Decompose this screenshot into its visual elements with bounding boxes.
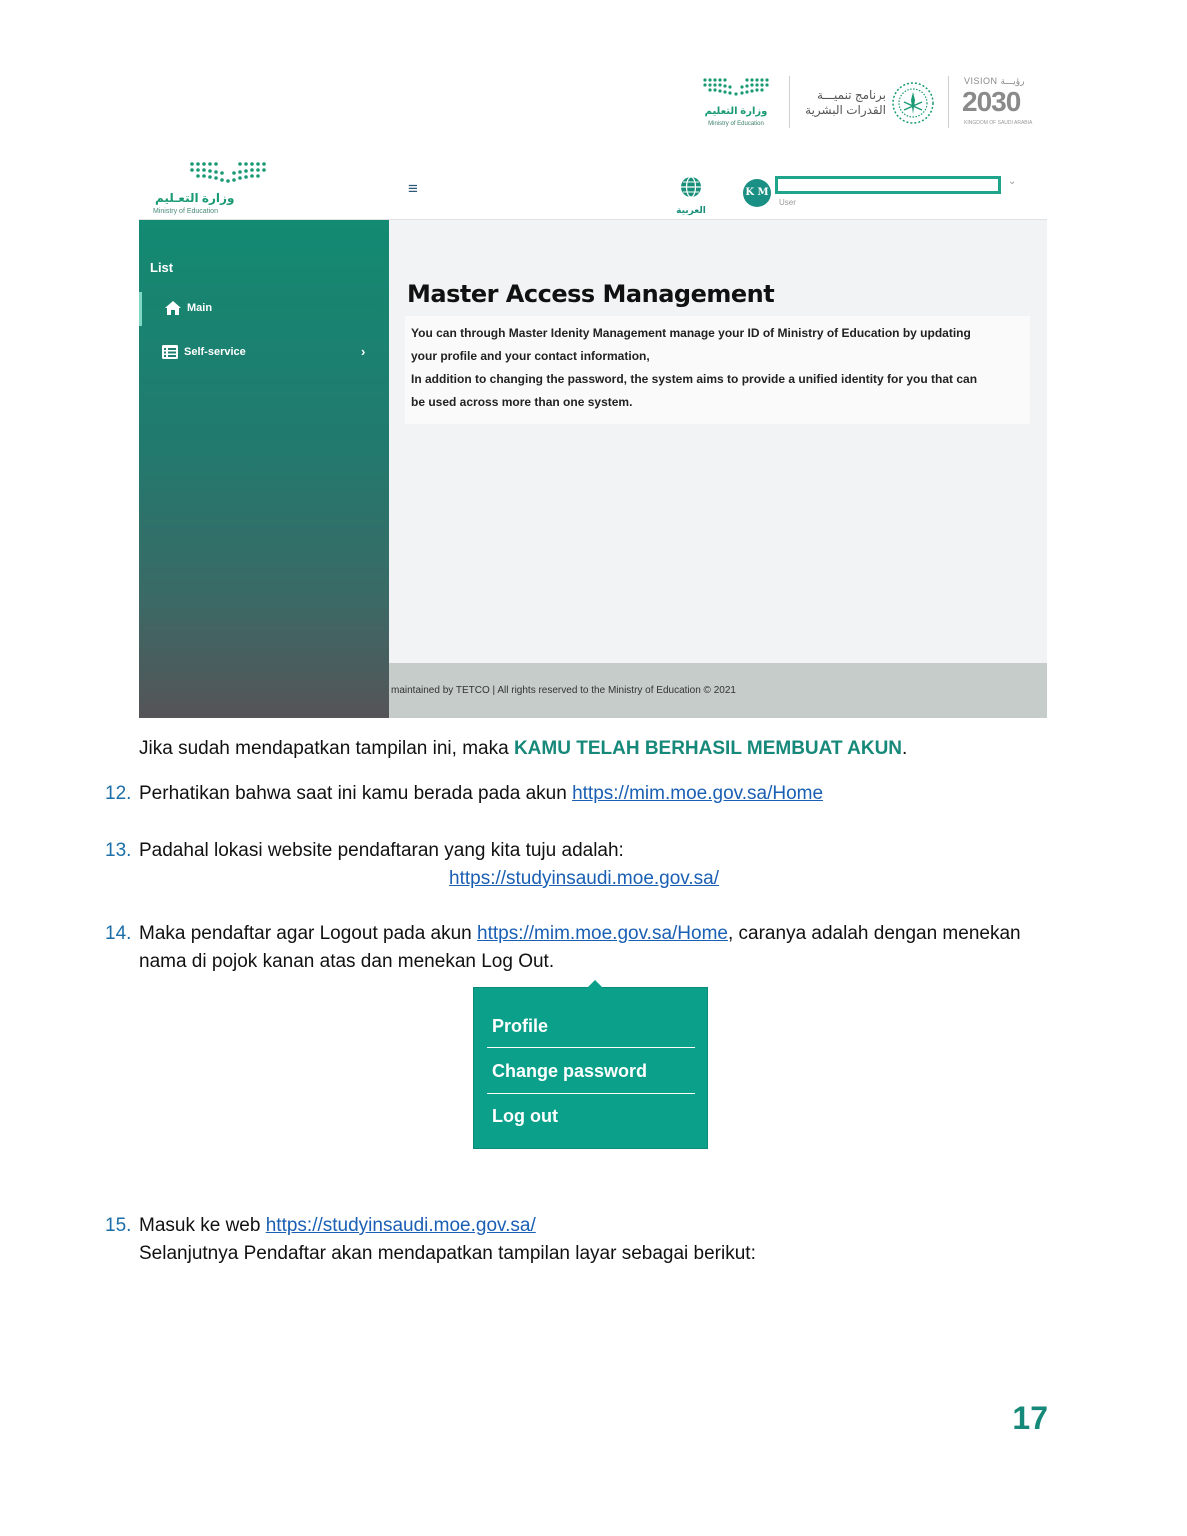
moe-dots-icon (702, 76, 770, 98)
hamburger-menu-icon[interactable]: ≡ (408, 179, 418, 198)
footer-text: maintained by TETCO | All rights reserved to the Ministry of Education © 2021 (391, 685, 736, 696)
mim-home-link[interactable]: https://mim.moe.gov.sa/Home (572, 783, 824, 804)
item-line (139, 920, 1054, 948)
item-line (139, 1212, 756, 1240)
header-logos (700, 72, 1045, 132)
portal-header (139, 152, 1047, 220)
list-item-13-link-line (449, 865, 719, 893)
main-content (389, 220, 1047, 663)
item-line: nama di pojok kanan atas dan menekan Log Out. (139, 951, 555, 972)
item-line: Selanjutnya Pendaftar akan mendapatkan tampilan layar sebagai berikut: (139, 1243, 756, 1264)
description-line: be used across more than one system. (411, 395, 633, 409)
user-dropdown-menu (473, 987, 708, 1149)
page-number: 17 (1012, 1400, 1048, 1436)
sidebar-item-label: Self-service (184, 346, 246, 358)
list-number: 15. (105, 1215, 132, 1236)
success-highlight: KAMU TELAH BERHASIL MEMBUAT AKUN (513, 738, 903, 759)
hcdp-text (800, 88, 886, 118)
item-text: Maka pendaftar agar Logout pada akun (139, 923, 478, 944)
hcdp-line-1: برنامج تنميـــة (817, 88, 886, 102)
dropdown-divider (487, 1047, 695, 1048)
portal-logo-arabic: وزارة التعـليم (155, 191, 235, 205)
portal-logo-english: Ministry of Education (153, 208, 218, 215)
dropdown-log-out[interactable]: Log out (492, 1106, 558, 1126)
sidebar-item-main[interactable] (139, 292, 389, 326)
sidebar-item-label: Main (187, 302, 213, 314)
logo-divider (948, 76, 949, 128)
chevron-right-icon: › (361, 344, 366, 359)
list-item-15 (139, 1212, 756, 1268)
dropdown-caret (587, 980, 603, 988)
sidebar-title: List (150, 260, 174, 275)
description-line: You can through Master Idenity Management manage your ID of Ministry of Education by updating (411, 326, 971, 340)
list-item-12 (139, 780, 823, 808)
dropdown-profile[interactable]: Profile (492, 1016, 549, 1036)
list-item-14 (139, 920, 1054, 976)
user-role: User (779, 198, 796, 207)
sidebar-item-self-service[interactable] (139, 336, 389, 370)
sidebar (139, 220, 389, 718)
ministry-of-education-logo (700, 72, 775, 130)
description-line: your profile and your contact information, (411, 349, 650, 363)
studyinsaudi-link[interactable]: https://studyinsaudi.moe.gov.sa/ (449, 868, 720, 889)
hcdp-logo (800, 80, 940, 128)
logo-divider (789, 76, 790, 128)
success-suffix: . (902, 738, 908, 759)
list-number: 12. (105, 783, 132, 804)
portal-moe-logo[interactable] (151, 158, 271, 218)
portal-screenshot (139, 152, 1047, 718)
item-text: Perhatikan bahwa saat ini kamu berada pada akun (139, 783, 573, 804)
language-switch[interactable] (673, 176, 709, 216)
dropdown-change-password[interactable]: Change password (492, 1061, 648, 1081)
portal-footer (389, 663, 1047, 718)
description-text (411, 322, 1031, 414)
item-text: Padahal lokasi website pendaftaran yang kita tuju adalah: (139, 840, 624, 861)
moe-dots-icon (189, 160, 267, 186)
item-text: , caranya adalah dengan menekan (727, 923, 1021, 944)
language-label: العربية (676, 205, 706, 215)
page-title: Master Access Management (407, 280, 775, 308)
vision-subtitle: KINGDOM OF SAUDI ARABIA (964, 120, 1033, 126)
success-paragraph (139, 735, 907, 763)
moe-english-name: Ministry of Education (708, 121, 764, 127)
user-name-redacted[interactable] (775, 176, 1001, 194)
list-number: 13. (105, 840, 132, 861)
description-line: In addition to changing the password, the system aims to provide a unified identity for you that can (411, 372, 978, 386)
vision-year: 2030 (962, 86, 1021, 117)
dropdown-divider (487, 1093, 695, 1094)
success-prefix: Jika sudah mendapatkan tampilan ini, maka (139, 738, 514, 759)
moe-arabic-name: وزارة التعليم (704, 106, 768, 117)
list-number: 14. (105, 923, 132, 944)
home-icon (164, 300, 182, 316)
hcdp-line-2: القدرات البشرية (805, 103, 886, 117)
vision-label: VISION رؤيـــة (964, 76, 1025, 86)
globe-icon (680, 176, 702, 198)
item-text: Masuk ke web (139, 1215, 266, 1236)
list-item-13 (139, 837, 624, 865)
mim-home-link[interactable]: https://mim.moe.gov.sa/Home (477, 923, 728, 944)
list-icon (161, 344, 179, 360)
description-panel (405, 316, 1030, 424)
user-avatar[interactable]: K M (743, 179, 771, 207)
saudi-emblem-icon (890, 80, 936, 126)
studyinsaudi-link[interactable]: https://studyinsaudi.moe.gov.sa/ (265, 1215, 536, 1236)
chevron-down-icon[interactable]: ⌄ (1008, 176, 1017, 187)
vision-2030-logo (962, 76, 1042, 128)
